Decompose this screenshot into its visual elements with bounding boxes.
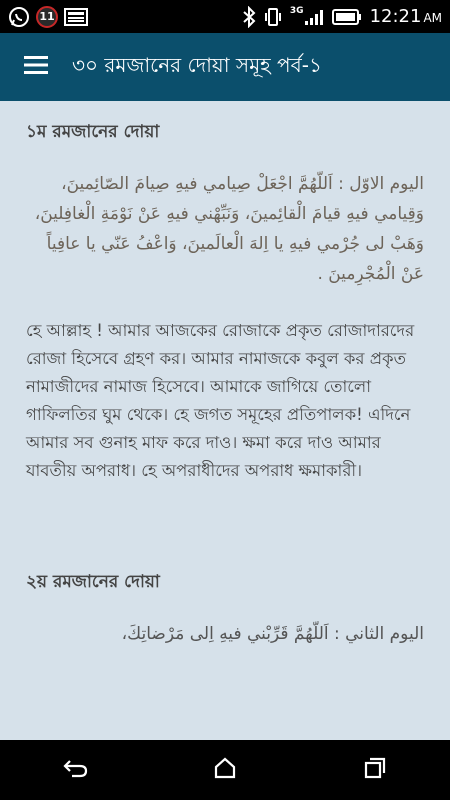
system-nav-bar (0, 740, 450, 800)
dua-section-day-1 (26, 119, 424, 485)
gallery-icon (64, 7, 88, 27)
section-spacer (26, 485, 424, 569)
clock-time: 12:21 (369, 6, 422, 27)
app-bar (0, 33, 450, 101)
status-left (8, 6, 88, 28)
arabic-dua-text: اليوم الثاني : اَللّهُمَّ قَرِّبْني فيهِ اِلى مَرْضاتِكَ، (121, 624, 424, 644)
section-heading: ২য় রমজানের দোয়া (26, 572, 160, 592)
signal-icon (290, 8, 324, 26)
notification-count-icon: 11 (36, 6, 58, 28)
recents-button[interactable] (345, 740, 405, 800)
arabic-dua-text: اليوم الاوّل : اَللّهُمَّ اجْعَلْ صِيامي فيهِ صِيامَ الصّائِمينَ، وَقِيامي فيهِ قيامَ الْقائِمينَ، وَنَبِّهْني فيهِ عَنْ نَوْمَةِ الْغافِلينَ، وَهَبْ لى جُرْمي فيهِ يا اِلهَ الْعالَمينَ، وَاعْفُ عَنّي يا عافِياً عَنْ الْمُجْرِمينَ . (34, 174, 424, 284)
dua-section-day-2 (26, 569, 424, 649)
content-scroll-area[interactable] (0, 101, 450, 740)
home-button[interactable] (195, 740, 255, 800)
clock (370, 6, 442, 27)
back-button[interactable] (45, 740, 105, 800)
recents-icon (364, 757, 386, 783)
hamburger-menu-icon (24, 56, 48, 78)
whatsapp-icon (8, 6, 30, 28)
network-type-label: 3G (289, 6, 304, 16)
home-icon (213, 757, 237, 783)
bluetooth-icon (242, 6, 256, 28)
page-title: ৩০ রমজানের দোয়া সমূহ পর্ব-১ (72, 52, 322, 77)
vibrate-icon (264, 6, 282, 28)
clock-ampm: AM (423, 11, 442, 25)
bangla-translation-text: হে আল্লাহ ! আমার আজকের রোজাকে প্রকৃত রোজাদারদের রোজা হিসেবে গ্রহণ কর। আমার নামাজকে কবুল কর প্রকৃত নামাজীদের নামাজ হিসেবে। আমাকে জাগিয়ে তোলো গাফিলতির ঘুম থেকে। হে জগত সমূহের প্রতিপালক! এদিনে আমার সব গুনাহ মাফ করে দাও। ক্ষমা করে দাও আমার যাবতীয় অপরাধ। হে অপরাধীদের অপরাধ ক্ষমাকারী। (26, 321, 415, 480)
hamburger-menu-button[interactable] (0, 33, 72, 101)
status-right (242, 6, 442, 28)
back-icon (62, 757, 88, 783)
battery-icon (332, 9, 362, 25)
section-heading: ১ম রমজানের দোয়া (26, 122, 160, 142)
status-bar (0, 0, 450, 33)
